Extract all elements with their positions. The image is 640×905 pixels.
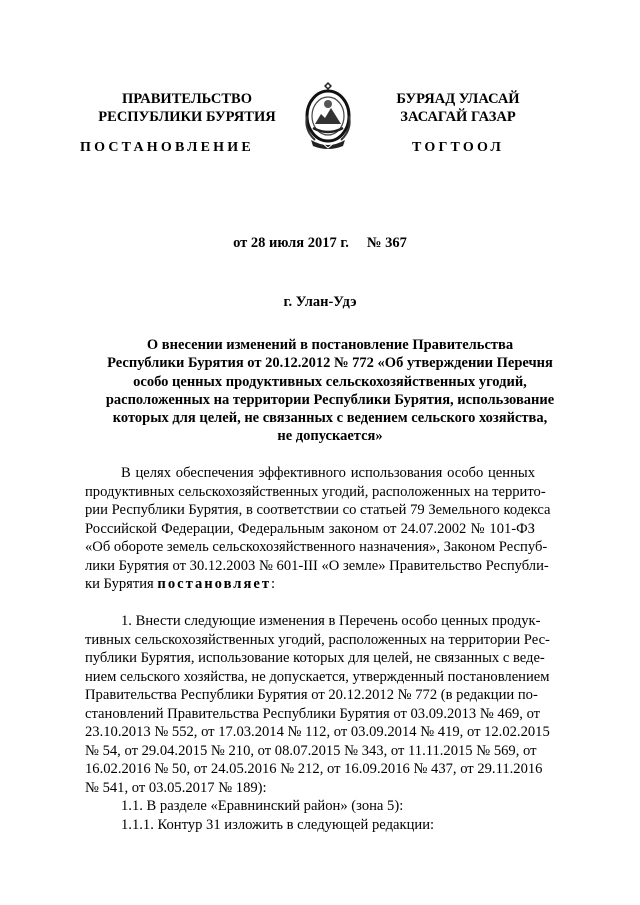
government-name-buryat-line-2: ЗАСАГАЙ ГАЗАР [400,109,516,125]
preamble-last-suffix: : [271,576,276,592]
coat-of-arms-emblem [301,80,355,152]
title-line: не допускается» [277,428,383,445]
title-line: которых для целей, не связанных с ведением сельского хозяйства, [112,410,548,427]
document-dateline [0,235,640,252]
document-type-russian: ПОСТАНОВЛЕНИЕ [80,140,254,155]
title-line: расположенных на территории Республики Бурятия, использование [105,391,555,408]
item-1-line: 16.02.2016 № 50, от 24.05.2016 № 212, от 16.09.2016 № 437, от 29.11.2016 [85,761,543,777]
government-name-line-2: РЕСПУБЛИКИ БУРЯТИЯ [98,109,276,125]
government-name-line-1: ПРАВИТЕЛЬСТВО [122,91,252,107]
preamble-last-line [85,575,535,594]
title-line: О внесении изменений в постановление Правительства [146,337,514,353]
item-1-paragraph [85,612,550,834]
item-1-line: Правительства Республики Бурятия от 20.12.2012 № 772 (в редакции по- [85,687,538,703]
item-1-line: становлений Правительства Республики Бурятия от 03.09.2013 № 469, от [85,705,541,722]
title-line: особо ценных продуктивных сельскохозяйственных угодий, [133,373,527,390]
government-name-buryat [384,90,532,126]
document-title [90,336,570,446]
item-1-line: нием сельского хозяйства, не допускается, утвержденный постановлением [85,668,550,685]
preamble-line: «Об обороте земель сельскохозяйственного назначения», Законом Респуб- [85,539,548,555]
preamble-paragraph [85,464,551,594]
document-type-buryat: ТОГТООЛ [412,140,505,155]
item-1-line: тивных сельскохозяйственных угодий, расположенных на территории Рес- [85,631,550,648]
item-1-1-1-line: 1.1.1. Контур 31 изложить в следующей редакции: [121,816,435,833]
title-line: Республики Бурятия от 20.12.2012 № 772 «Об утверждении Перечня [107,355,553,372]
item-1-line: публики Бурятия, использование которых для целей, не связанных с веде- [85,650,545,666]
preamble-line: лики Бурятия от 30.12.2003 № 601-III «О земле» Правительство Республи- [85,557,549,574]
resolves-word: постановляет [157,576,272,592]
item-1-line: № 54, от 29.04.2015 № 210, от 08.07.2015 № 343, от 11.11.2015 № 569, от [85,742,537,759]
item-1-line: № 541, от 03.05.2017 № 189): [85,779,267,796]
government-name-russian [98,90,276,126]
preamble-line: рии Республики Бурятия, в соответствии со статьей 79 Земельного кодекса [85,502,551,518]
item-1-1-line: 1.1. В разделе «Еравнинский район» (зона 5): [121,798,404,814]
item-1-line: 23.10.2013 № 552, от 17.03.2014 № 112, от 03.09.2014 № 419, от 12.02.2015 [85,724,550,740]
preamble-line: В целях обеспечения эффективного использования особо ценных [121,465,535,481]
preamble-line: продуктивных сельскохозяйственных угодий, расположенных на террито- [85,483,546,500]
preamble-line: Российской Федерации, Федеральным законом от 24.07.2002 № 101-ФЗ [85,520,535,537]
document-date: от 28 июля 2017 г. [233,235,349,251]
document-city: г. Улан-Удэ [283,294,357,310]
preamble-last-prefix: ки Бурятия [85,576,158,592]
item-1-line: 1. Внести следующие изменения в Перечень особо ценных продук- [121,613,541,629]
document-number: № 367 [366,235,407,251]
government-name-buryat-line-1: БУРЯАД УЛАСАЙ [396,91,520,107]
